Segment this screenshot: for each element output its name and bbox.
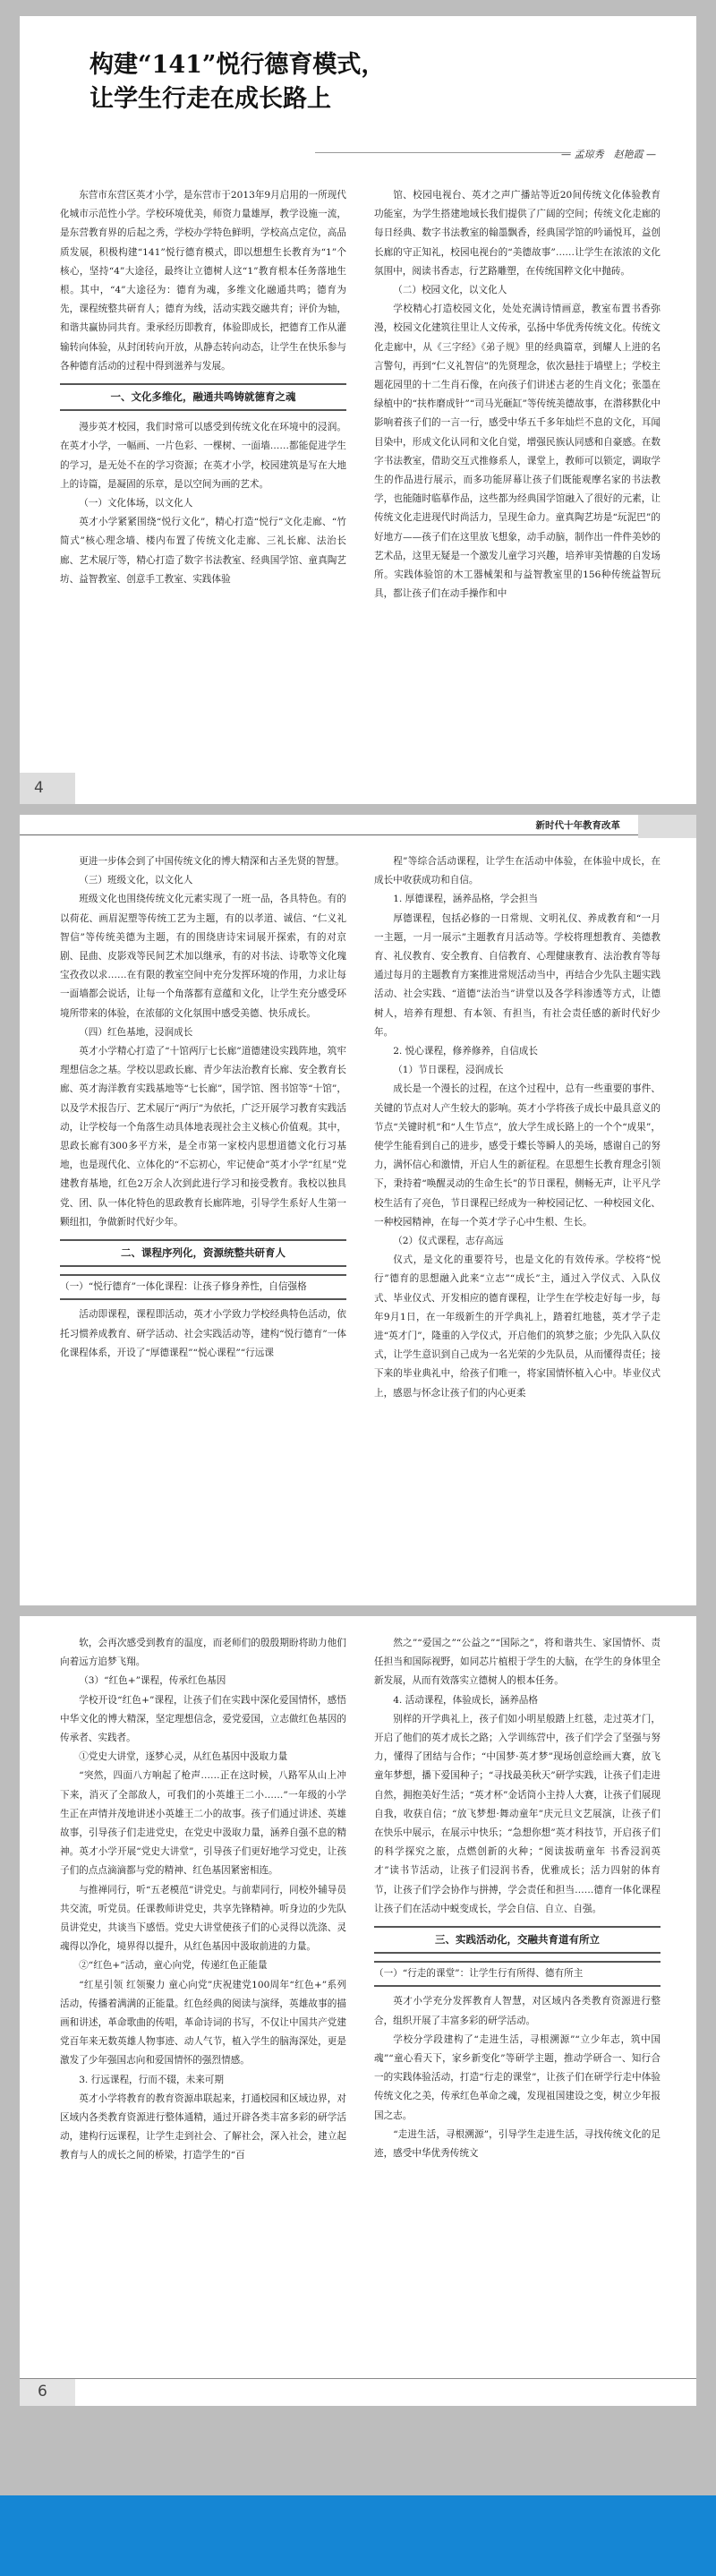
- authors: — 孟琼秀 赵艳霞 —: [561, 149, 656, 160]
- title-line-2: 让学生行走在成长路上: [90, 85, 331, 113]
- paragraph: “突然，四面八方响起了枪声……正在这时候，八路军从山上冲下来，消灭了全部敌人，可我们的小英雄王二小……”一年级的小学生正在声情并茂地讲述小英雄王二小的故事。孩子们通过讲述、英雄故事，引导孩子们走进党史，在党史中汲取力量，涵养自强不息的精神。英才小学开展“党史大讲堂”，引导孩子们更好地学习党史，让孩子们的点点滴滴都与党的精神、红色基因紧密相连。: [60, 1770, 346, 1877]
- article-title: [90, 48, 385, 116]
- page-corner-tab: [20, 2379, 75, 2406]
- paragraph: 与推禅同行，听“五老模范”讲党史。与前辈同行，同校外辅导员共交流，听党员。任课教师讲党史，共享先锋精神。听身边的少先队员讲党史，共谈当下感悟。党史大讲堂使孩子们的心灵得以洗涤、灵魂得以净化，境界得以提升，从红色基因中汲取前进的力量。: [60, 1884, 346, 1953]
- paragraph: 英才小学紧紧围绕“悦行文化”，精心打造“悦行”文化走廊、“竹简式”核心理念墙、楼内布置了传统文化走廊、三礼长廊、法治长廊、艺术展厅等，精心打造了数字书法教室、经典国学馆、童真陶艺坊、益智教室、创意手工教室、实践体验: [60, 517, 346, 585]
- subheading: （四）红色基地，浸润成长: [79, 1026, 193, 1038]
- blue-footer-band: [0, 2495, 716, 2576]
- page5-right-column: [374, 852, 661, 1403]
- paragraph: 活动即课程，课程即活动，英才小学致力学校经典特色活动，依托习惯养成教育、研学活动、社会实践活动等，建构“悦行德育”一体化课程体系，开设了“厚德课程”“悦心课程”“行远课: [60, 1309, 346, 1358]
- intro-paragraph: 东营市东营区英才小学，是东营市于2013年9月启用的一所现代化城市示范性小学。学校环境优美，师资力量雄厚，教学设施一流，是东营教育界的后起之秀，学校办学特色鲜明，学校高点定位，高品质发展，积极构建“141”悦行德育模式，即以想想生长教育为“1”个核心，坚持“4”大途径，最终让立德树人这“1”教育根本任务落地生根。其中，“4”大途径为：德育为魂，多维文化融通共鸣；德育为先，课程统整共研育人；德育为线，活动实践交融共育；评价为轴，和谐共赢协同共育。秉承经历即教育，体验即成长，把德育工作从灌输转向体验，从封闭转向开放，从静态转向动态，让学生在快乐参与各种德育活动的过程中得到滋养与发展。: [60, 190, 346, 372]
- subheading: ①党史大讲堂，逐梦心灵，从红色基因中汲取力量: [79, 1751, 288, 1763]
- section-2-title: 二、课程序列化，资源统整共研育人: [60, 1239, 346, 1267]
- paragraph: 漫步英才校园，我们时常可以感受到传统文化在环境中的浸润。在英才小学，一幅画、一片色彩、一棵树、一面墙……都能促进学生的学习，是无处不在的学习资源；在英才小学，校园建筑是写在大地上的诗篇，是凝固的乐章，是以空间为画的艺术。: [60, 422, 346, 490]
- subheading: （2）仪式课程，志存高远: [393, 1236, 504, 1247]
- paragraph: 程”等综合活动课程，让学生在活动中体验，在体验中成长，在成长中收获成功和自信。: [374, 856, 661, 886]
- paragraph: 班级文化也围绕传统文化元素实现了一班一品，各具特色。有的以荷花、画眉泥塑等传统工艺为主题，有的以孝道、诚信、“仁义礼智信”等传统美德为主题，有的围绕唐诗宋词展开探索，有的对京剧、昆曲、皮影戏等民间艺术加以继承，有的对书法、诗歌等文化瑰宝孜孜以求……在有限的教室空间中充分发挥环境的作用，力求让每一面墙都会说话，让每一个角落都有意蕴和文化，让学生充分感受环境所带来的体验，在浓郁的文化氛围中感受美德、快乐成长。: [60, 894, 346, 1019]
- page6-right-column: [374, 1634, 661, 2163]
- paragraph: 然之”“爱国之”“公益之”“国际之”，将和谐共生、家国情怀、责任担当和国际视野，如同芯片植根于学生的大脑，在学生的身体里全新发展，从而有效落实立德树人的根本任务。: [374, 1638, 661, 1687]
- authors-rule: [315, 152, 571, 153]
- subheading: （3）“红色+”课程，传承红色基因: [79, 1675, 226, 1687]
- paragraph: 成长是一个漫长的过程，在这个过程中，总有一些重要的事件、关键的节点对人产生较大的影响。英才小学将孩子成长中最具意义的节点“关键时机”和“人生节点”，放大学生成长路上的一个个“成果”，使学生能看到自己的进步，感受于蝶长等瞬人的美场，感谢自己的努力，满怀信心和激情，开启人生的新征程。在思想生长教育理念引领下，秉持着“唤醒灵动的生命生长”的节日课程，侧畅无声，让平凡学校生活有了亮色，节日课程已经成为一种校园记忆、一种校园文化、一种校园精神，在每一个英才学子心中生根、生长。: [374, 1083, 661, 1228]
- journal-page-4: [20, 16, 696, 804]
- subheading: 1. 厚德课程，涵养品格，学会担当: [393, 894, 538, 905]
- paragraph: 馆、校园电视台、英才之声广播站等近20间传统文化体验教育功能室，为学生搭建地域长我们提供了广阔的空间；传统文化走廊的每日经典、数字书法教室的翰墨飘香，经典国学馆的吟诵悦耳，益创长廊的守正知礼，校园电视台的“美德故事”……让学生在浓浓的文化氛围中，阅读书香志，行艺路雕塑，在传统国粹文化中抛砖。: [374, 190, 661, 277]
- page-corner-tab: [20, 773, 75, 804]
- subheading: 4. 活动课程，体验成长，涵养品格: [393, 1694, 538, 1706]
- journal-page-5: [20, 815, 696, 1605]
- page4-right-column: [374, 186, 661, 603]
- subheading: 3. 行远课程，行而不辍，未来可期: [79, 2074, 224, 2085]
- subheading: 2. 悦心课程，修养修养，自信成长: [393, 1046, 538, 1057]
- page-number: 4: [34, 779, 44, 797]
- running-header: 新时代十年教育改革: [535, 820, 620, 831]
- subsection-box-title: （一）“行走的课堂”：让学生行有所得、德有所主: [374, 1961, 661, 1987]
- journal-page-6: [20, 1616, 696, 2406]
- footer-rule: [20, 2378, 696, 2379]
- page-number: 6: [38, 2383, 47, 2401]
- subsection-box-title: （一）“悦行德育”一体化课程：让孩子修身养性，自信强格: [60, 1274, 346, 1300]
- paragraph: 学校分学段建构了“走进生活，寻根溯源”“立少年志，筑中国魂”“童心看天下，家乡新变化”等研学主题，推动学研合一、知行合一的实践体验活动，打造“行走的课堂”，让孩子们在研学行走中体验传统文化之美，传承红色革命之魂，发现祖国建设之变，树立少年报国之志。: [374, 2033, 661, 2121]
- paragraph: 学校开设“红色+”课程，让孩子们在实践中深化爱国情怀，感悟中华文化的博大精深，坚定理想信念，爱党爱国，立志做红色基因的传承者、实践者。: [60, 1694, 346, 1744]
- page4-left-column: [60, 186, 346, 589]
- subheading: （二）校园文化，以文化人: [393, 285, 507, 296]
- subheading: （1）节日课程，浸润成长: [393, 1065, 504, 1076]
- section-3-title: 三、实践活动化，交融共育道有所立: [374, 1926, 661, 1954]
- title-line-1: 构建“141”悦行德育模式，: [90, 51, 386, 79]
- page6-left-column: [60, 1634, 346, 2166]
- paragraph: 别样的开学典礼上，孩子们如小明星般踏上红毯，走过英才门，开启了他们的英才成长之路；入学训练营中，孩子们学会了坚强与努力，懂得了团结与合作；“中国梦·英才梦”现场创意绘画大赛，放飞童年梦想，播下爱国种子；“寻找最美秋天”研学实践，让孩子们走进自然，拥抱美好生活；“英才杯”金话筒小主持人大赛，让孩子们展现自我，收获自信；“放飞梦想·舞动童年”庆元旦文艺展演，让孩子们在快乐中展示，在展示中快乐；“急想你想”英才科技节，开启孩子们的科学探究之旅，点燃创新的火种；“阅读拔萌童年 书香浸润英才”读书节活动，让孩子们浸润书香，优雅成长；活力四射的体育节，让孩子们学会协作与拼搏，学会责任和担当……德育一体化课程让孩子们在活动中蜕变成长，学会自信、自立、自强。: [374, 1713, 661, 1914]
- paragraph: 英才小学精心打造了“十馆两厅七长廊”道德建设实践阵地，筑牢理想信念之基。学校以思政长廊、青少年法治教育长廊、安全教育长廊、英才海洋教育实践基地等“七长廊”，国学馆、图书馆等“十馆”，以及学术报告厅、艺术展厅“两厅”为依托，广泛开展学习教育实践活动，让学校每一个角落生动具体地表现社会主义核心价值观。其中，思政长廊有300多平方米，是全市第一家校内思想道德文化行习基地，也是现代化、立体化的“不忘初心，牢记使命”英才小学“红星”党建教育基地，红色2万余人次到此进行学习和接受教育。我校以独具党、团、队一体化特色的思政教育长廊阵地，引导学生系好人生第一颗纽扣，争做新时代好少年。: [60, 1046, 346, 1228]
- paragraph: 软，会再次感受到教育的温度，而老师们的殷殷期盼将助力他们向着远方追梦飞翔。: [60, 1638, 346, 1668]
- paragraph: 厚德课程，包括必修的一日常规、文明礼仪、养成教育和“一月一主题，一月一展示”主题教育月活动等。学校将理想教育、美德教育、礼仪教育、安全教育、自信教育、心理健康教育、法治教育等每通过每月的主题教育方案推进常规活动当中，再结合少先队主题实践活动、社会实践、“道德”法治当”讲堂以及各学科渗透等方式，让德树人，培养有理想、有本领、有担当，有社会责任感的新时代好少年。: [374, 912, 661, 1038]
- subheading: （三）班级文化，以文化人: [79, 875, 193, 886]
- paragraph: 英才小学充分发挥教育人智慧，对区域内各类教育资源进行整合，组织开展了丰富多彩的研学活动。: [374, 1996, 661, 2026]
- header-corner-block: [638, 815, 696, 838]
- paragraph: 更进一步体会到了中国传统文化的博大精深和古圣先贤的智慧。: [79, 856, 345, 867]
- paragraph: “红星引领 红领聚力 童心向党”庆祝建党100周年“红色+”系列活动，传播着满满的正能量。红色经典的阅读与演绎，英雄故事的描画和讲述，革命歌曲的传唱，革命诗词的书写，不仅让中国共产党建党百年来无数英雄人物事迹、动人气节，植入学生的脑海深处，更是激发了少年强国志向和爱国情怀的强烈情感。: [60, 1979, 346, 2067]
- paragraph: 仪式，是文化的重要符号，也是文化的有效传承。学校将“悦行”德育的思想融入此来“立志”“成长”主，通过入学仪式、入队仪式、毕业仪式、开发相应的德育课程，让学生在学校走好每一步，每年9月1日，在一年级新生的开学典礼上，踏着红地毯，英才学子走进“英才门”，隆重的入学仪式，开启他们的筑梦之旅；少先队入队仪式，让学生意识到自己成为一名光荣的少先队员，从而懂得责任；接下来的毕业典礼中，给孩子们唯一，将家国情怀植入心中。毕业仪式上，感恩与怀念让孩子们的内心更柔: [374, 1254, 661, 1399]
- subheading: ②“红色+”活动，童心向党，传递红色正能量: [79, 1960, 268, 1972]
- paragraph: 英才小学将教育的教育资源串联起来，打通校园和区域边界，对区域内各类教育资源进行整体通精，通过开辟各类丰富多彩的研学活动，建构行远课程，让学生走到社会、了解社会，深入社会，建立起教育与人的成长之间的桥梁，打造学生的“百: [60, 2092, 346, 2161]
- subheading: （一）文化体场，以文化人: [79, 498, 193, 509]
- section-1-title: 一、文化多维化，融通共鸣铸就德育之魂: [60, 383, 346, 411]
- paragraph: 学校精心打造校园文化，处处充满诗情画意，教室布置书香弥漫，校园文化建筑往里让人文传承，弘扬中华优秀传统文化。传统文化走廊中，从《三字经》《弟子规》里的经典篇章，到耀人上进的名言警句，再到“仁义礼智信”的先贤理念，依次悬挂于墙壁上；学校主题花园里的十二生肖石像，在向孩子们讲述古老的生肖文化；张墨在绿植中的“扶柞磨成针”“司马光砸缸”等传统美德故事，在潜移默化中影响着孩子们的一言一行，感受中华五千多年灿烂不息的文化，耳闻目染中，形成文化认同和文化自觉，增强民族认同感和自豪感。在数字书法教室，借助交互式推修系人，课堂上，教师可以锁定，调取学生的作品进行展示，而多功能屏幕让孩子们既能观摩名家的书法教学，也能随时临摹作品，这些都为经典国学馆融入了很好的元素，让传统文化走进现代时尚活力，呈现生命力。童真陶艺坊是“玩泥巴”的好地方——孩子们在这里放飞想象，动手动脑，制作出一件件美妙的艺术品，这里无疑是一个激发儿童学习兴趣，培养审美情趣的自发场所。实践体验馆的木工器械架和与益智教室里的156种传统益智玩具，都让孩子们在动手操作和中: [374, 304, 661, 600]
- header-rule: [20, 834, 638, 835]
- paragraph: “走进生活，寻根溯源”，引导学生走进生活，寻找传统文化的足迹，感受中华优秀传统文: [374, 2128, 661, 2160]
- page5-left-column: [60, 852, 346, 1363]
